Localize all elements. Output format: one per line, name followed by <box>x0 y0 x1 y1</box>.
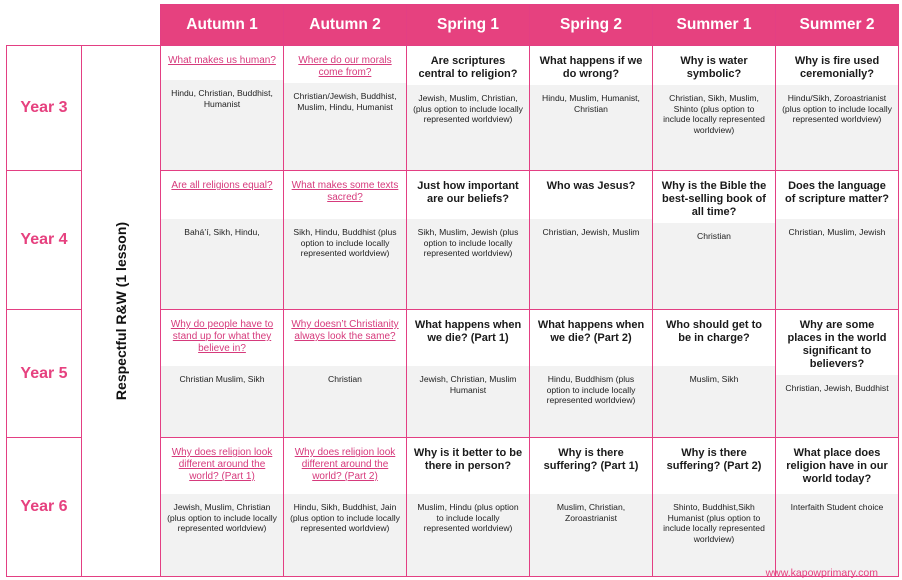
unit-religions: Hindu, Sikh, Buddhist, Jain (plus option to include locally represented worldview) <box>284 494 406 576</box>
unit-religions: Hindu, Muslim, Humanist, Christian <box>530 85 652 170</box>
corner-blank <box>81 4 161 46</box>
unit-religions: Christian, Muslim, Jewish <box>776 219 898 309</box>
unit-religions: Sikh, Hindu, Buddhist (plus option to include locally represented worldview) <box>284 219 406 309</box>
unit-cell <box>160 45 284 171</box>
year-label: Year 5 <box>6 309 82 438</box>
unit-cell <box>160 309 284 438</box>
unit-religions: Muslim, Sikh <box>653 366 775 437</box>
unit-religions: Interfaith Student choice <box>776 494 898 576</box>
unit-religions: Sikh, Muslim, Jewish (plus option to include locally represented worldview) <box>407 219 529 309</box>
unit-cell <box>406 437 530 577</box>
unit-religions: Hindu, Buddhism (plus option to include locally represented worldview) <box>530 366 652 437</box>
unit-religions: Christian Muslim, Sikh <box>161 366 283 437</box>
unit-question: Why is fire used ceremonially? <box>776 46 898 85</box>
unit-cell <box>529 45 653 171</box>
term-header: Summer 1 <box>652 4 776 46</box>
unit-question: Who should get to be in charge? <box>653 310 775 366</box>
unit-cell <box>283 170 407 310</box>
unit-cell <box>652 170 776 310</box>
unit-religions: Bahá’í, Sikh, Hindu, <box>161 219 283 309</box>
footer-website[interactable]: www.kapowprimary.com <box>765 567 878 579</box>
unit-cell <box>529 309 653 438</box>
unit-cell <box>775 437 899 577</box>
unit-question: Just how important are our beliefs? <box>407 171 529 219</box>
unit-cell <box>406 309 530 438</box>
year-label: Year 6 <box>6 437 82 577</box>
unit-cell <box>283 437 407 577</box>
unit-religions: Jewish, Christian, Muslim Humanist <box>407 366 529 437</box>
unit-cell <box>529 437 653 577</box>
unit-religions: Muslim, Christian, Zoroastrianist <box>530 494 652 576</box>
unit-cell <box>775 45 899 171</box>
unit-cell <box>283 45 407 171</box>
unit-religions: Shinto, Buddhist,Sikh Humanist (plus option to include locally represented worldview) <box>653 494 775 576</box>
unit-cell <box>406 170 530 310</box>
unit-question-link[interactable]: Where do our morals come from? <box>284 46 406 83</box>
unit-religions: Jewish, Muslim, Christian, (plus option to include locally represented worldview) <box>407 85 529 170</box>
unit-question: Why is there suffering? (Part 2) <box>653 438 775 494</box>
year-label: Year 3 <box>6 45 82 171</box>
curriculum-grid <box>6 4 898 576</box>
unit-question-link[interactable]: What makes some texts sacred? <box>284 171 406 219</box>
unit-question: Why is water symbolic? <box>653 46 775 85</box>
unit-religions: Jewish, Muslim, Christian (plus option to include locally represented worldview) <box>161 494 283 576</box>
unit-religions: Christian, Jewish, Buddhist <box>776 375 898 437</box>
side-label-text: Respectful R&W (1 lesson) <box>113 221 130 401</box>
unit-question: What happens if we do wrong? <box>530 46 652 85</box>
unit-religions: Christian/Jewish, Buddhist, Muslim, Hindu, Humanist <box>284 83 406 170</box>
unit-religions: Hindu/Sikh, Zoroastrianist (plus option to include locally represented worldview) <box>776 85 898 170</box>
unit-cell <box>283 309 407 438</box>
unit-question: Why is it better to be there in person? <box>407 438 529 494</box>
unit-question: What happens when we die? (Part 1) <box>407 310 529 366</box>
unit-question-link[interactable]: Why does religion look different around the world? (Part 2) <box>284 438 406 494</box>
unit-cell <box>160 437 284 577</box>
unit-cell <box>775 170 899 310</box>
unit-question-link[interactable]: Why doesn’t Christianity always look the same? <box>284 310 406 366</box>
unit-question-link[interactable]: Are all religions equal? <box>161 171 283 219</box>
unit-religions: Christian <box>653 223 775 309</box>
term-header: Autumn 2 <box>283 4 407 46</box>
unit-cell <box>529 170 653 310</box>
unit-question: Who was Jesus? <box>530 171 652 219</box>
term-header: Autumn 1 <box>160 4 284 46</box>
unit-cell <box>652 45 776 171</box>
unit-cell <box>652 437 776 577</box>
unit-religions: Christian <box>284 366 406 437</box>
unit-question-link[interactable]: What makes us human? <box>161 46 283 80</box>
unit-cell <box>160 170 284 310</box>
side-label <box>81 45 161 577</box>
unit-religions: Muslim, Hindu (plus option to include locally represented worldview) <box>407 494 529 576</box>
unit-question: Why is the Bible the best-selling book of all time? <box>653 171 775 223</box>
unit-question: What happens when we die? (Part 2) <box>530 310 652 366</box>
unit-question-link[interactable]: Why does religion look different around the world? (Part 1) <box>161 438 283 494</box>
unit-question: Why are some places in the world significant to believers? <box>776 310 898 375</box>
term-header: Summer 2 <box>775 4 899 46</box>
unit-religions: Christian, Sikh, Muslim, Shinto (plus option to include locally represented worldview) <box>653 85 775 170</box>
unit-cell <box>652 309 776 438</box>
unit-question-link[interactable]: Why do people have to stand up for what they believe in? <box>161 310 283 366</box>
unit-question: Does the language of scripture matter? <box>776 171 898 219</box>
unit-question: Why is there suffering? (Part 1) <box>530 438 652 494</box>
year-label: Year 4 <box>6 170 82 310</box>
unit-question: What place does religion have in our world today? <box>776 438 898 494</box>
term-header: Spring 2 <box>529 4 653 46</box>
term-header: Spring 1 <box>406 4 530 46</box>
unit-cell <box>406 45 530 171</box>
unit-religions: Hindu, Christian, Buddhist, Humanist <box>161 80 283 170</box>
unit-question: Are scriptures central to religion? <box>407 46 529 85</box>
unit-cell <box>775 309 899 438</box>
corner-blank <box>6 4 82 46</box>
unit-religions: Christian, Jewish, Muslim <box>530 219 652 309</box>
